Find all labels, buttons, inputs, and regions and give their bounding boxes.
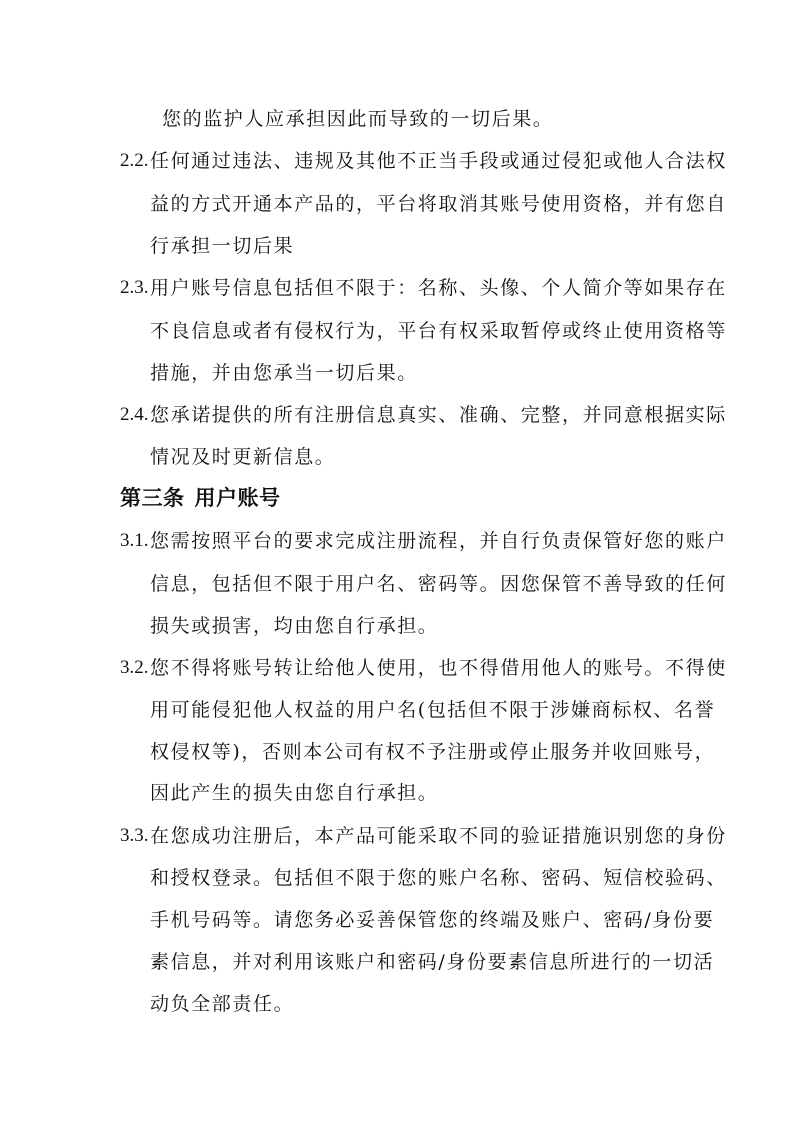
- clause-2-3-line-3: 措施，并由您承当一切后果。: [150, 362, 418, 384]
- clause-3-2-line-3: 权侵权等)，否则本公司有权不予注册或停止服务并收回账号，: [150, 741, 716, 763]
- clause-3-1-line-3: 损失或损害，均由您自行承担。: [150, 615, 439, 637]
- clause-3-3-line-5: 动负全部责任。: [150, 993, 295, 1015]
- article-3-heading-title: 用户账号: [194, 486, 281, 510]
- clause-3-1-line-2: 信息，包括但不限于用户名、密码等。因您保管不善导致的任何: [150, 573, 727, 595]
- intro-tail-line: 您的监护人应承担因此而导致的一切后果。: [162, 108, 554, 130]
- clause-3-1-line-1: 您需按照平台的要求完成注册流程，并自行负责保管好您的账户: [150, 530, 727, 552]
- clause-3-3-line-3: 手机号码等。请您务必妥善保管您的终端及账户、密码/身份要: [150, 909, 715, 931]
- article-3-heading-number: 第三条: [120, 486, 185, 510]
- clause-3-2-line-1: 您不得将账号转让给他人使用，也不得借用他人的账号。不得使: [150, 657, 727, 679]
- clause-2-2-line-2: 益的方式开通本产品的，平台将取消其账号使用资格，并有您自: [150, 193, 727, 215]
- clause-number-2-2: 2.2.: [120, 150, 149, 171]
- clause-2-4-line-2: 情况及时更新信息。: [150, 446, 336, 468]
- clause-number-2-4: 2.4.: [120, 404, 149, 425]
- clause-3-3-line-4: 素信息，并对利用该账户和密码/身份要素信息所进行的一切活: [150, 951, 715, 973]
- clause-3-2-line-2: 用可能侵犯他人权益的用户名(包括但不限于涉嫌商标权、名誉: [150, 699, 716, 721]
- clause-2-2-line-1: 任何通过违法、违规及其他不正当手段或通过侵犯或他人合法权: [150, 150, 727, 172]
- clause-number-2-3: 2.3.: [120, 277, 149, 298]
- clause-3-3-line-2: 和授权登录。包括但不限于您的账户名称、密码、短信校验码、: [150, 867, 727, 889]
- clause-2-4-line-1: 您承诺提供的所有注册信息真实、准确、完整，并同意根据实际: [150, 404, 727, 426]
- clause-number-3-2: 3.2.: [120, 657, 149, 678]
- clause-number-3-3: 3.3.: [120, 825, 149, 846]
- clause-number-3-1: 3.1.: [120, 530, 149, 551]
- article-3-heading: [120, 484, 281, 512]
- clause-3-3-line-1: 在您成功注册后，本产品可能采取不同的验证措施识别您的身份: [150, 825, 727, 847]
- clause-3-2-line-4: 因此产生的损失由您自行承担。: [150, 782, 439, 804]
- clause-2-3-line-2: 不良信息或者有侵权行为，平台有权采取暂停或终止使用资格等: [150, 320, 727, 342]
- clause-2-3-line-1: 用户账号信息包括但不限于：名称、头像、个人简介等如果存在: [150, 277, 727, 299]
- clause-2-2-line-3: 行承担一切后果: [150, 235, 295, 257]
